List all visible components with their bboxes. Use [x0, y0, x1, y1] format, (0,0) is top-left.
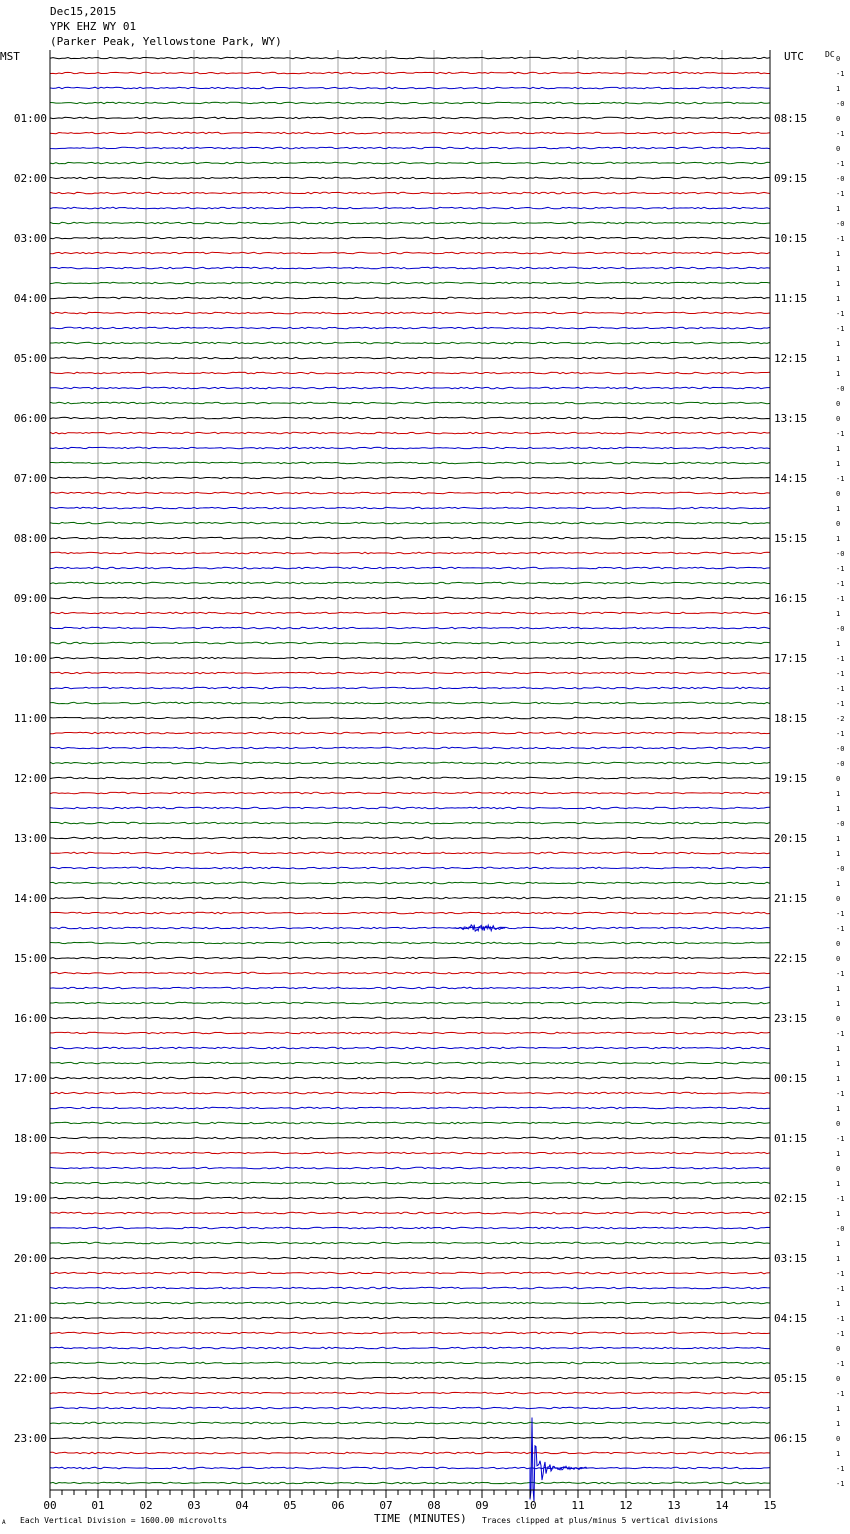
event-waveform [530, 1418, 587, 1502]
trace-row [50, 942, 770, 944]
trace-row [50, 357, 770, 359]
dc-offset-label: 1 [836, 280, 841, 288]
left-hour-label: 03:00 [13, 232, 47, 245]
x-tick-label: 08 [427, 1499, 441, 1512]
station-location: (Parker Peak, Yellowstone Park, WY) [50, 35, 282, 48]
trace-row [50, 132, 770, 134]
dc-offset-label: -2 [836, 715, 845, 723]
dc-offset-label: 1 [836, 1450, 841, 1458]
trace-row [50, 1452, 770, 1454]
dc-offset-label: 1 [836, 1000, 841, 1008]
trace-row [50, 1077, 770, 1079]
dc-offset-label: -1 [836, 190, 845, 198]
trace-row [50, 672, 770, 674]
right-hour-label: 23:15 [774, 1012, 808, 1025]
trace-row [50, 1422, 770, 1424]
dc-offset-label: 1 [836, 850, 841, 858]
right-hour-label: 19:15 [774, 772, 808, 785]
dc-offset-label: 0 [836, 520, 841, 528]
dc-offset-label: -1 [836, 235, 845, 243]
trace-row [50, 237, 770, 239]
trace-row [50, 1062, 770, 1064]
dc-offset-label: -0 [836, 550, 845, 558]
trace-row [50, 882, 770, 884]
dc-offset-label: 0 [836, 115, 841, 123]
x-tick-label: 07 [379, 1499, 393, 1512]
trace-row [50, 1242, 770, 1244]
trace-row [50, 1377, 770, 1379]
dc-offset-label: -1 [836, 1090, 845, 1098]
left-hour-label: 16:00 [13, 1012, 47, 1025]
dc-offset-label: 1 [836, 640, 841, 648]
trace-row [50, 177, 770, 179]
trace-row [50, 627, 770, 629]
trace-row [50, 1467, 770, 1469]
dc-offset-label: -1 [836, 565, 845, 573]
left-hour-label: 18:00 [13, 1132, 47, 1145]
left-hour-label: 12:00 [13, 772, 47, 785]
x-tick-label: 13 [667, 1499, 681, 1512]
trace-row [50, 477, 770, 479]
dc-offset-label: -1 [836, 1315, 845, 1323]
dc-offset-label: -1 [836, 1480, 845, 1488]
trace-row [50, 792, 770, 794]
left-hour-label: 09:00 [13, 592, 47, 605]
dc-offset-label: -0 [836, 220, 845, 228]
right-hour-label: 08:15 [774, 112, 808, 125]
dc-offset-label: 1 [836, 1045, 841, 1053]
dc-offset-label: -1 [836, 1360, 845, 1368]
trace-row [50, 957, 770, 959]
right-hour-label: 20:15 [774, 832, 808, 845]
dc-offset-label: 1 [836, 205, 841, 213]
dc-offset-label: -0 [836, 385, 845, 393]
trace-row [50, 522, 770, 524]
right-hour-label: 14:15 [774, 472, 808, 485]
x-tick-label: 00 [43, 1499, 57, 1512]
left-hour-label: 20:00 [13, 1252, 47, 1265]
dc-offset-label: 0 [836, 1120, 841, 1128]
x-tick-label: 04 [235, 1499, 249, 1512]
dc-offset-label: 0 [836, 55, 841, 63]
trace-row [50, 507, 770, 509]
left-hour-label: 11:00 [13, 712, 47, 725]
dc-offset-label: 1 [836, 610, 841, 618]
x-tick-label: 09 [475, 1499, 489, 1512]
trace-row [50, 972, 770, 974]
dc-offset-label: 0 [836, 145, 841, 153]
dc-offset-label: 1 [836, 265, 841, 273]
dc-offset-label: 0 [836, 955, 841, 963]
dc-offset-label: 1 [836, 790, 841, 798]
trace-row [50, 1227, 770, 1229]
trace-row [50, 462, 770, 464]
trace-row [50, 807, 770, 809]
dc-offset-label: 1 [836, 1180, 841, 1188]
trace-row [50, 1287, 770, 1289]
dc-offset-label: -1 [836, 1135, 845, 1143]
dc-offset-label: -0 [836, 100, 845, 108]
dc-offset-label: -1 [836, 1285, 845, 1293]
dc-label: DC [825, 50, 835, 59]
trace-row [50, 1407, 770, 1409]
dc-offset-label: 1 [836, 250, 841, 258]
left-hour-label: 01:00 [13, 112, 47, 125]
trace-row [50, 1122, 770, 1124]
dc-offset-label: -1 [836, 1390, 845, 1398]
right-hour-label: 05:15 [774, 1372, 808, 1385]
right-hour-label: 17:15 [774, 652, 808, 665]
dc-offset-label: -1 [836, 1330, 845, 1338]
dc-offset-label: 1 [836, 340, 841, 348]
dc-offset-label: -1 [836, 685, 845, 693]
dc-offset-label: -1 [836, 1195, 845, 1203]
trace-row [50, 822, 770, 824]
dc-offset-label: 0 [836, 1435, 841, 1443]
trace-row [50, 537, 770, 539]
dc-offset-label: -1 [836, 655, 845, 663]
dc-offset-label: -1 [836, 1270, 845, 1278]
dc-offset-label: -0 [836, 625, 845, 633]
trace-row [50, 192, 770, 194]
right-hour-label: 16:15 [774, 592, 808, 605]
dc-offset-label: -1 [836, 1465, 845, 1473]
right-hour-label: 10:15 [774, 232, 808, 245]
trace-row [50, 1152, 770, 1154]
dc-offset-label: 0 [836, 1015, 841, 1023]
trace-row [50, 897, 770, 899]
left-hour-label: 07:00 [13, 472, 47, 485]
dc-offset-label: -1 [836, 70, 845, 78]
footer-left-mark: A [2, 1519, 6, 1526]
right-timezone-label: UTC [784, 50, 804, 63]
dc-offset-label: -1 [836, 130, 845, 138]
dc-offset-label: 0 [836, 490, 841, 498]
trace-row [50, 747, 770, 749]
trace-row [50, 387, 770, 389]
left-hour-label: 21:00 [13, 1312, 47, 1325]
x-tick-label: 06 [331, 1499, 345, 1512]
trace-row [50, 57, 770, 59]
dc-offset-label: -1 [836, 580, 845, 588]
left-hour-label: 05:00 [13, 352, 47, 365]
dc-offset-label: 1 [836, 1105, 841, 1113]
x-tick-label: 11 [571, 1499, 585, 1512]
dc-offset-label: 1 [836, 1240, 841, 1248]
dc-offset-label: -1 [836, 970, 845, 978]
dc-offset-label: -1 [836, 700, 845, 708]
trace-row [50, 327, 770, 329]
trace-row [50, 912, 770, 914]
dc-offset-label: -1 [836, 670, 845, 678]
dc-offset-label: -1 [836, 160, 845, 168]
trace-row [50, 1017, 770, 1019]
trace-row [50, 1107, 770, 1109]
dc-offset-label: -1 [836, 925, 845, 933]
dc-offset-label: -0 [836, 760, 845, 768]
dc-offset-label: -0 [836, 865, 845, 873]
right-hour-label: 21:15 [774, 892, 808, 905]
right-hour-label: 04:15 [774, 1312, 808, 1325]
dc-offset-label: -0 [836, 745, 845, 753]
x-tick-label: 01 [91, 1499, 105, 1512]
trace-row [50, 1092, 770, 1094]
trace-row [50, 1032, 770, 1034]
trace-row [50, 267, 770, 269]
dc-offset-label: 0 [836, 415, 841, 423]
trace-row [50, 342, 770, 344]
dc-offset-label: 0 [836, 1375, 841, 1383]
trace-row [50, 1212, 770, 1214]
dc-offset-label: -1 [836, 595, 845, 603]
right-hour-label: 12:15 [774, 352, 808, 365]
dc-offset-label: -1 [836, 430, 845, 438]
dc-offset-label: 0 [836, 400, 841, 408]
trace-row [50, 597, 770, 599]
trace-row [50, 87, 770, 89]
left-hour-label: 19:00 [13, 1192, 47, 1205]
right-hour-label: 11:15 [774, 292, 808, 305]
trace-row [50, 117, 770, 119]
left-hour-label: 17:00 [13, 1072, 47, 1085]
dc-offset-label: -1 [836, 310, 845, 318]
x-tick-label: 10 [523, 1499, 537, 1512]
dc-offset-label: -1 [836, 475, 845, 483]
trace-row [50, 657, 770, 659]
dc-offset-label: 1 [836, 295, 841, 303]
dc-offset-label: 1 [836, 805, 841, 813]
dc-offset-label: -1 [836, 325, 845, 333]
dc-offset-label: 1 [836, 505, 841, 513]
trace-row [50, 1347, 770, 1349]
dc-offset-label: 1 [836, 460, 841, 468]
left-hour-label: 13:00 [13, 832, 47, 845]
dc-offset-label: 1 [836, 880, 841, 888]
dc-offset-label: 0 [836, 1345, 841, 1353]
right-hour-label: 06:15 [774, 1432, 808, 1445]
x-tick-label: 03 [187, 1499, 201, 1512]
trace-row [50, 372, 770, 374]
trace-row [50, 252, 770, 254]
dc-offset-label: 1 [836, 85, 841, 93]
trace-row [50, 552, 770, 554]
dc-offset-label: 1 [836, 1300, 841, 1308]
trace-row [50, 1257, 770, 1259]
trace-row [50, 1002, 770, 1004]
dc-offset-label: -1 [836, 910, 845, 918]
trace-row [50, 717, 770, 719]
trace-row [50, 222, 770, 224]
trace-row [50, 777, 770, 779]
dc-offset-label: 1 [836, 1075, 841, 1083]
left-hour-label: 23:00 [13, 1432, 47, 1445]
right-hour-label: 13:15 [774, 412, 808, 425]
event-waveform [453, 925, 505, 931]
trace-row [50, 207, 770, 209]
right-hour-label: 02:15 [774, 1192, 808, 1205]
dc-offset-label: -1 [836, 1030, 845, 1038]
left-hour-label: 02:00 [13, 172, 47, 185]
trace-row [50, 702, 770, 704]
dc-offset-label: 0 [836, 775, 841, 783]
trace-row [50, 1137, 770, 1139]
trace-row [50, 1182, 770, 1184]
trace-row [50, 417, 770, 419]
left-timezone-label: MST [0, 50, 20, 63]
left-hour-label: 10:00 [13, 652, 47, 665]
right-hour-label: 15:15 [774, 532, 808, 545]
trace-row [50, 1437, 770, 1439]
left-hour-label: 04:00 [13, 292, 47, 305]
dc-offset-label: 1 [836, 1420, 841, 1428]
trace-row [50, 567, 770, 569]
trace-row [50, 147, 770, 149]
x-tick-label: 12 [619, 1499, 633, 1512]
right-hour-label: 22:15 [774, 952, 808, 965]
dc-offset-label: -0 [836, 1225, 845, 1233]
trace-row [50, 732, 770, 734]
station-name: YPK EHZ WY 01 [50, 20, 137, 33]
trace-row [50, 102, 770, 104]
trace-row [50, 1482, 770, 1484]
left-hour-label: 06:00 [13, 412, 47, 425]
trace-row [50, 612, 770, 614]
dc-offset-label: 1 [836, 370, 841, 378]
trace-row [50, 312, 770, 314]
trace-row [50, 447, 770, 449]
dc-offset-label: -0 [836, 820, 845, 828]
trace-row [50, 282, 770, 284]
trace-row [50, 297, 770, 299]
trace-row [50, 492, 770, 494]
dc-offset-label: 1 [836, 985, 841, 993]
dc-offset-label: 1 [836, 1150, 841, 1158]
right-hour-label: 09:15 [774, 172, 808, 185]
dc-offset-label: 1 [836, 1060, 841, 1068]
dc-offset-label: 0 [836, 940, 841, 948]
dc-offset-label: 1 [836, 355, 841, 363]
trace-row [50, 1392, 770, 1394]
left-hour-label: 08:00 [13, 532, 47, 545]
trace-row [50, 987, 770, 989]
right-hour-label: 18:15 [774, 712, 808, 725]
right-hour-label: 03:15 [774, 1252, 808, 1265]
trace-row [50, 582, 770, 584]
trace-row [50, 1362, 770, 1364]
dc-offset-label: 0 [836, 895, 841, 903]
left-hour-label: 14:00 [13, 892, 47, 905]
x-tick-label: 05 [283, 1499, 297, 1512]
dc-offset-label: -1 [836, 730, 845, 738]
trace-row [50, 1302, 770, 1304]
trace-row [50, 432, 770, 434]
trace-row [50, 402, 770, 404]
dc-offset-label: -0 [836, 175, 845, 183]
dc-offset-label: 1 [836, 835, 841, 843]
trace-row [50, 762, 770, 764]
trace-row [50, 1197, 770, 1199]
dc-offset-label: 1 [836, 1210, 841, 1218]
trace-row [50, 927, 770, 929]
plot-date: Dec15,2015 [50, 5, 117, 18]
x-tick-label: 02 [139, 1499, 153, 1512]
trace-row [50, 1272, 770, 1274]
dc-offset-label: 1 [836, 445, 841, 453]
dc-offset-label: 1 [836, 1405, 841, 1413]
dc-offset-label: 1 [836, 535, 841, 543]
trace-row [50, 1317, 770, 1319]
right-hour-label: 00:15 [774, 1072, 808, 1085]
dc-offset-label: 0 [836, 1165, 841, 1173]
trace-row [50, 867, 770, 869]
trace-row [50, 162, 770, 164]
trace-row [50, 1167, 770, 1169]
scale-note: Each Vertical Division = 1600.00 microvolts [20, 1516, 228, 1525]
clip-note: Traces clipped at plus/minus 5 vertical divisions [482, 1516, 719, 1525]
left-hour-label: 15:00 [13, 952, 47, 965]
dc-offset-label: 1 [836, 1255, 841, 1263]
left-hour-label: 22:00 [13, 1372, 47, 1385]
x-tick-label: 14 [715, 1499, 729, 1512]
trace-row [50, 642, 770, 644]
x-axis-title: TIME (MINUTES) [374, 1512, 467, 1525]
trace-row [50, 1047, 770, 1049]
trace-row [50, 837, 770, 839]
right-hour-label: 01:15 [774, 1132, 808, 1145]
trace-row [50, 1332, 770, 1334]
trace-row [50, 852, 770, 854]
x-tick-label: 15 [763, 1499, 777, 1512]
trace-row [50, 687, 770, 689]
trace-row [50, 72, 770, 74]
